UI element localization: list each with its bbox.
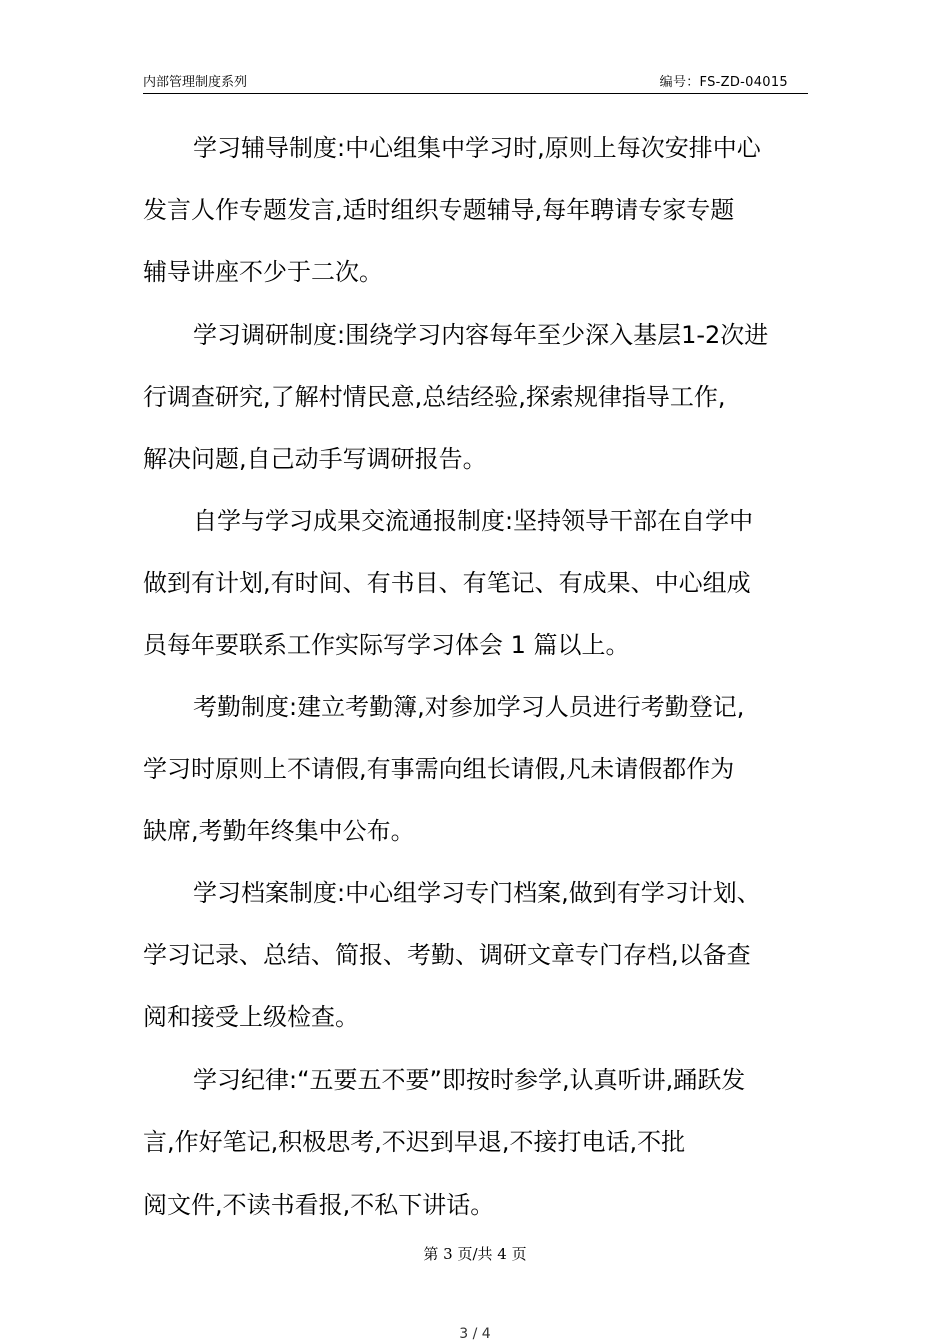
page-footer: 第 3 页/共 4 页 <box>423 1245 527 1263</box>
paragraph-line: 学习调研制度:围绕学习内容每年至少深入基层1-2次进 <box>193 321 769 349</box>
paragraph-line: 阅文件,不读书看报,不私下讲话。 <box>143 1191 495 1219</box>
paragraph-line: 自学与学习成果交流通报制度:坚持领导干部在自学中 <box>193 507 754 535</box>
paragraph-line: 阅和接受上级检查。 <box>143 1003 359 1031</box>
paragraph-line: 解决问题,自己动手写调研报告。 <box>143 445 487 473</box>
paragraph-line: 考勤制度:建立考勤簿,对参加学习人员进行考勤登记, <box>193 693 745 721</box>
paragraph-line: 辅导讲座不少于二次。 <box>143 258 383 286</box>
page-header <box>143 68 808 94</box>
paragraph-line: 学习纪律:“五要五不要”即按时参学,认真听讲,踊跃发 <box>193 1066 746 1094</box>
paragraph-line: 缺席,考勤年终集中公布。 <box>143 817 415 845</box>
paragraph-line: 言,作好笔记,积极思考,不迟到早退,不接打电话,不批 <box>143 1128 686 1156</box>
header-doc-number: 编号：FS-ZD-04015 <box>659 75 788 90</box>
paragraph-line: 员每年要联系工作实际写学习体会 1 篇以上。 <box>143 631 630 659</box>
paragraph-line: 学习档案制度:中心组学习专门档案,做到有学习计划、 <box>193 879 761 907</box>
paragraph-line: 学习记录、总结、简报、考勤、调研文章专门存档,以备查 <box>143 941 751 969</box>
paragraph-line: 学习时原则上不请假,有事需向组长请假,凡未请假都作为 <box>143 755 735 783</box>
viewer-page-counter: 3 / 4 <box>459 1326 491 1342</box>
paragraph-line: 做到有计划,有时间、有书目、有笔记、有成果、中心组成 <box>143 569 751 597</box>
paragraph-line: 行调查研究,了解村情民意,总结经验,探索规律指导工作, <box>143 383 726 411</box>
paragraph-line: 学习辅导制度:中心组集中学习时,原则上每次安排中心 <box>193 134 761 162</box>
header-series: 内部管理制度系列 <box>143 75 248 90</box>
paragraph-line: 发言人作专题发言,适时组织专题辅导,每年聘请专家专题 <box>143 196 735 224</box>
